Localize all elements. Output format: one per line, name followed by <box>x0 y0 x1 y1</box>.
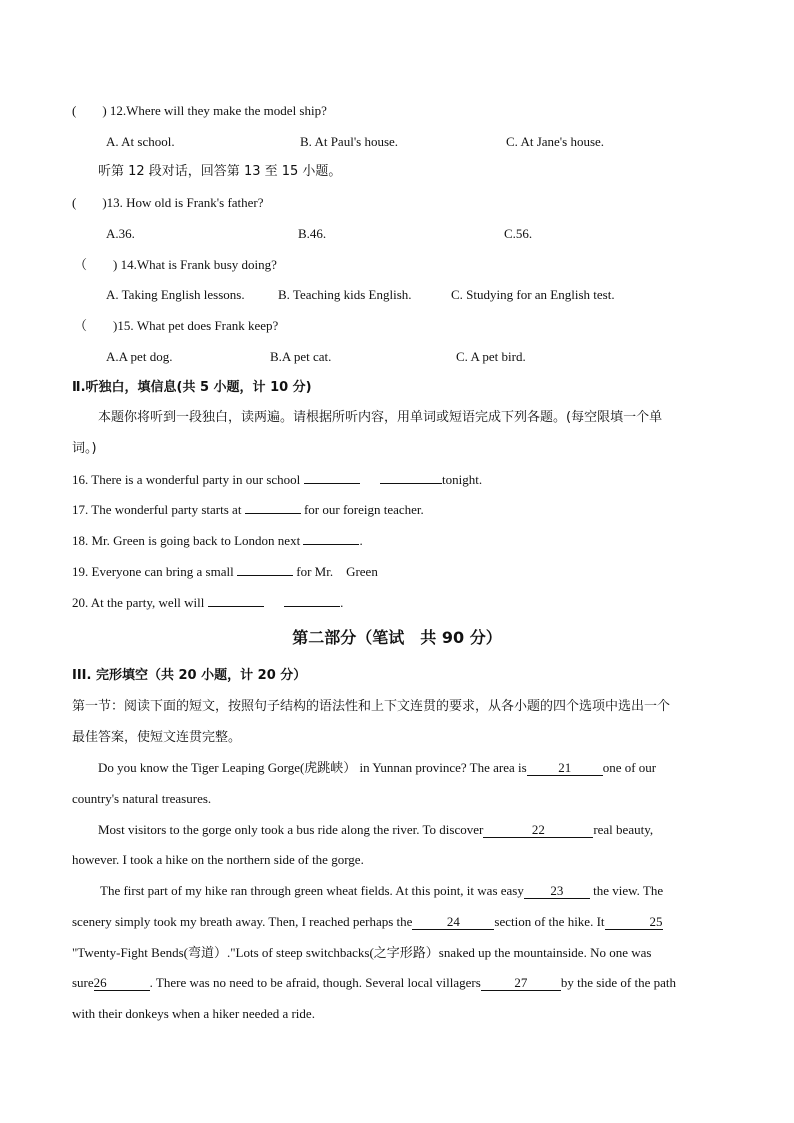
cloze-blank-21[interactable]: 21 <box>527 761 603 776</box>
question-13-option-b: B.46. <box>298 226 327 241</box>
section-3-title: III. 完形填空（共 20 小题，计 20 分） <box>72 668 307 683</box>
question-14-option-b: B. Teaching kids English. <box>278 287 412 302</box>
question-18 <box>72 533 363 549</box>
question-13-stem: ( )13. How old is Frank's father? <box>72 195 264 210</box>
passage-text: section of the hike. It <box>494 914 605 929</box>
answer-blank-17[interactable] <box>245 513 301 514</box>
passage-text: scenery simply took my breath away. Then, I reached perhaps the <box>72 914 413 929</box>
cloze-blank-25[interactable]: 25 <box>605 915 663 930</box>
passage-text: by the side of the path <box>560 975 676 990</box>
answer-blank-20a[interactable] <box>208 606 264 607</box>
part-2-title: 第二部分（笔试 共 90 分） <box>292 628 502 647</box>
cloze-blank-23[interactable]: 23 <box>524 884 590 899</box>
answer-blank-20b[interactable] <box>284 606 340 607</box>
answer-blank-19[interactable] <box>237 575 293 576</box>
passage-text: Most visitors to the gorge only took a bus ride along the river. To discover <box>98 822 484 837</box>
cloze-blank-22[interactable]: 22 <box>483 823 593 838</box>
question-17 <box>72 502 424 518</box>
passage-p3-line-5: with their donkeys when a hiker needed a ride. <box>72 1006 315 1021</box>
question-12-option-b: B. At Paul's house. <box>300 134 399 149</box>
question-18-text: 18. Mr. Green is going back to London next <box>72 533 301 548</box>
question-16-end: tonight. <box>442 472 483 487</box>
question-19-end: for Mr. Green <box>296 564 378 579</box>
passage-p1-line-1 <box>98 760 656 776</box>
question-18-end: . <box>359 533 363 548</box>
passage-text: real beauty, <box>593 822 654 837</box>
section-2-instruction-line-2: 词。) <box>72 441 97 456</box>
question-20-text: 20. At the party, well will <box>72 595 205 610</box>
question-13-option-a: A.36. <box>106 226 135 241</box>
section-3-instruction-line-2: 最佳答案，使短文连贯完整。 <box>72 730 242 745</box>
question-15-stem: （ )15. What pet does Frank keep? <box>74 318 279 333</box>
question-19-text: 19. Everyone can bring a small <box>72 564 234 579</box>
passage-text: . There was no need to be afraid, though. Several local villagers <box>149 975 481 990</box>
answer-blank-16a[interactable] <box>304 483 360 484</box>
instruction-dialogue-12: 听第 12 段对话，回答第 13 至 15 小题。 <box>98 164 342 179</box>
question-15-option-c: C. A pet bird. <box>456 349 526 364</box>
passage-p3-line-3: "Twenty-Fight Bends(弯道）."Lots of steep switchbacks(之字形路）snaked up the mountainside. No one was <box>72 945 652 960</box>
passage-p2-line-1 <box>98 822 653 838</box>
cloze-blank-27[interactable]: 27 <box>481 976 561 991</box>
question-12-option-a: A. At school. <box>106 134 175 149</box>
question-16-text: 16. There is a wonderful party in our school <box>72 472 301 487</box>
question-13-option-c: C.56. <box>504 226 533 241</box>
question-12-option-c: C. At Jane's house. <box>506 134 605 149</box>
cloze-blank-24[interactable]: 24 <box>412 915 494 930</box>
passage-p2-line-2: however. I took a hike on the northern side of the gorge. <box>72 852 364 867</box>
section-3-instruction-line-1: 第一节：阅读下面的短文，按照句子结构的语法性和上下文连贯的要求，从各小题的四个选项中选出一个 <box>72 699 671 714</box>
question-17-end: for our foreign teacher. <box>303 502 424 517</box>
question-14-option-a: A. Taking English lessons. <box>106 287 245 302</box>
question-14-option-c: C. Studying for an English test. <box>451 287 615 302</box>
question-15-option-b: B.A pet cat. <box>270 349 332 364</box>
question-16 <box>72 472 482 488</box>
question-15-option-a: A.A pet dog. <box>106 349 173 364</box>
passage-p3-line-1 <box>100 883 663 899</box>
passage-text: sure <box>72 975 94 990</box>
passage-text: one of our <box>602 760 657 775</box>
cloze-blank-26[interactable]: 26 <box>94 976 150 991</box>
question-17-text: 17. The wonderful party starts at <box>72 502 242 517</box>
passage-text: Do you know the Tiger Leaping Gorge(虎跳峡） in Yunnan province? The area is <box>98 760 527 775</box>
question-20-end: . <box>340 595 344 610</box>
question-20 <box>72 595 343 611</box>
question-12-stem: ( ) 12.Where will they make the model ship? <box>72 103 327 118</box>
question-14-stem: （ ) 14.What is Frank busy doing? <box>74 257 277 272</box>
passage-p3-line-4 <box>72 975 676 991</box>
passage-p3-line-2 <box>72 914 663 930</box>
question-19 <box>72 564 378 580</box>
passage-p1-line-2: country's natural treasures. <box>72 791 212 806</box>
passage-text: the view. The <box>593 883 664 898</box>
passage-text: The first part of my hike ran through green wheat fields. At this point, it was easy <box>100 883 524 898</box>
section-2-title: Ⅱ.听独白，填信息(共 5 小题，计 10 分) <box>72 380 312 395</box>
answer-blank-18[interactable] <box>303 544 359 545</box>
section-2-instruction-line-1: 本题你将听到一段独白，读两遍。请根据所听内容，用单词或短语完成下列各题。(每空限填一个单 <box>98 410 663 425</box>
answer-blank-16b[interactable] <box>380 483 442 484</box>
